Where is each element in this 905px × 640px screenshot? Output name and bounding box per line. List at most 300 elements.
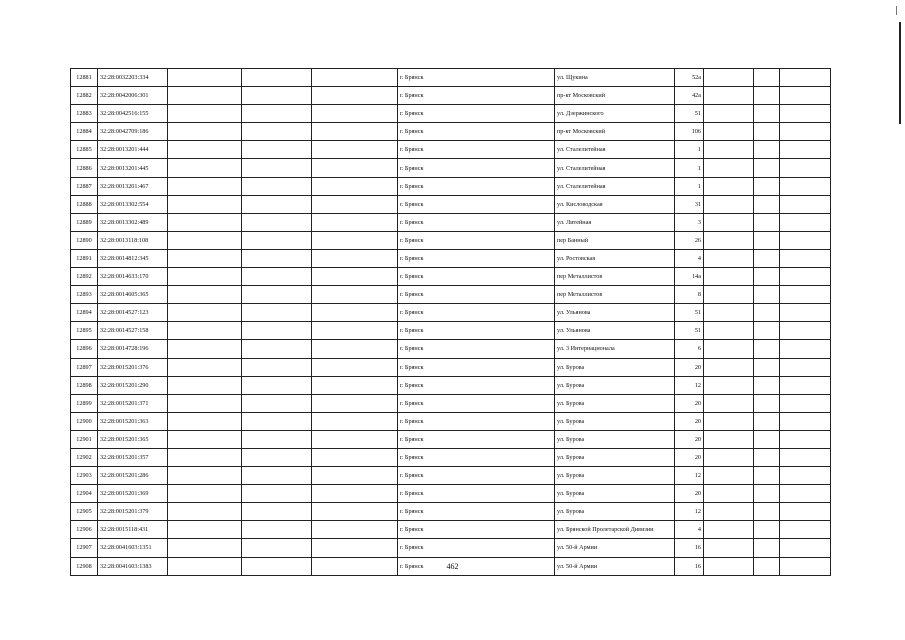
house-number-cell: 106 <box>675 123 704 141</box>
row-number-cell: 12892 <box>71 268 98 286</box>
house-number-cell: 20 <box>675 394 704 412</box>
table-row <box>71 539 831 557</box>
blank-cell <box>242 159 312 177</box>
blank-cell <box>168 123 242 141</box>
blank-cell <box>780 358 831 376</box>
blank-cell <box>704 249 754 267</box>
street-cell: ул. Бурова <box>555 394 675 412</box>
row-number-cell: 12884 <box>71 123 98 141</box>
blank-cell <box>754 539 780 557</box>
city-cell: г. Брянск <box>398 539 555 557</box>
blank-cell <box>242 123 312 141</box>
blank-cell <box>168 286 242 304</box>
house-number-cell: 42a <box>675 87 704 105</box>
cadastral-number-cell: 32:28:0015118:431 <box>98 521 168 539</box>
row-number-cell: 12906 <box>71 521 98 539</box>
blank-cell <box>704 87 754 105</box>
blank-cell <box>242 105 312 123</box>
city-cell: г. Брянск <box>398 304 555 322</box>
row-number-cell: 12900 <box>71 412 98 430</box>
blank-cell <box>312 394 398 412</box>
blank-cell <box>312 340 398 358</box>
blank-cell <box>780 286 831 304</box>
row-number-cell: 12895 <box>71 322 98 340</box>
row-number-cell: 12885 <box>71 141 98 159</box>
blank-cell <box>704 159 754 177</box>
street-cell: ул. 3 Интернационала <box>555 340 675 358</box>
blank-cell <box>780 213 831 231</box>
table-row <box>71 123 831 141</box>
street-cell: ул. Сталелитейная <box>555 159 675 177</box>
cadastral-number-cell: 32:28:0013201:444 <box>98 141 168 159</box>
blank-cell <box>168 358 242 376</box>
blank-cell <box>312 159 398 177</box>
blank-cell <box>704 467 754 485</box>
blank-cell <box>312 195 398 213</box>
blank-cell <box>780 412 831 430</box>
cadastral-number-cell: 32:28:0015201:290 <box>98 376 168 394</box>
blank-cell <box>168 177 242 195</box>
blank-cell <box>704 286 754 304</box>
city-cell: г. Брянск <box>398 268 555 286</box>
street-cell: ул. 50-й Армии <box>555 557 675 575</box>
cadastral-number-cell: 32:28:0014605:365 <box>98 286 168 304</box>
row-number-cell: 12908 <box>71 557 98 575</box>
blank-cell <box>780 69 831 87</box>
row-number-cell: 12894 <box>71 304 98 322</box>
register-table <box>70 68 831 576</box>
city-cell: г. Брянск <box>398 557 555 575</box>
blank-cell <box>754 249 780 267</box>
blank-cell <box>312 105 398 123</box>
blank-cell <box>780 123 831 141</box>
blank-cell <box>242 322 312 340</box>
blank-cell <box>312 358 398 376</box>
table-row <box>71 159 831 177</box>
row-number-cell: 12898 <box>71 376 98 394</box>
blank-cell <box>242 521 312 539</box>
blank-cell <box>312 467 398 485</box>
blank-cell <box>780 304 831 322</box>
blank-cell <box>242 231 312 249</box>
city-cell: г. Брянск <box>398 105 555 123</box>
street-cell: ул. Брянской Пролетарской Дивизии <box>555 521 675 539</box>
city-cell: г. Брянск <box>398 213 555 231</box>
blank-cell <box>312 376 398 394</box>
house-number-cell: 3 <box>675 213 704 231</box>
city-cell: г. Брянск <box>398 231 555 249</box>
table-row <box>71 87 831 105</box>
blank-cell <box>780 448 831 466</box>
house-number-cell: 31 <box>675 195 704 213</box>
blank-cell <box>242 503 312 521</box>
row-number-cell: 12883 <box>71 105 98 123</box>
blank-cell <box>754 467 780 485</box>
row-number-cell: 12903 <box>71 467 98 485</box>
table-row <box>71 448 831 466</box>
cadastral-number-cell: 32:28:0013201:467 <box>98 177 168 195</box>
blank-cell <box>312 412 398 430</box>
blank-cell <box>312 177 398 195</box>
page-number: 462 <box>446 562 459 571</box>
street-cell: ул. Кисловодская <box>555 195 675 213</box>
cadastral-number-cell: 32:28:0042006:301 <box>98 87 168 105</box>
blank-cell <box>704 123 754 141</box>
blank-cell <box>780 249 831 267</box>
street-cell: пер Металлистов <box>555 286 675 304</box>
blank-cell <box>754 87 780 105</box>
blank-cell <box>704 340 754 358</box>
blank-cell <box>242 69 312 87</box>
row-number-cell: 12904 <box>71 485 98 503</box>
blank-cell <box>312 485 398 503</box>
table-row <box>71 430 831 448</box>
blank-cell <box>780 503 831 521</box>
blank-cell <box>242 412 312 430</box>
street-cell: ул. Щукина <box>555 69 675 87</box>
house-number-cell: 6 <box>675 340 704 358</box>
row-number-cell: 12889 <box>71 213 98 231</box>
blank-cell <box>242 394 312 412</box>
blank-cell <box>168 69 242 87</box>
table-row <box>71 231 831 249</box>
street-cell: пр-кт Московский <box>555 87 675 105</box>
table-row <box>71 376 831 394</box>
house-number-cell: 26 <box>675 231 704 249</box>
blank-cell <box>754 213 780 231</box>
blank-cell <box>242 467 312 485</box>
table-row <box>71 412 831 430</box>
blank-cell <box>754 503 780 521</box>
blank-cell <box>754 430 780 448</box>
row-number-cell: 12881 <box>71 69 98 87</box>
blank-cell <box>312 503 398 521</box>
blank-cell <box>242 539 312 557</box>
cadastral-number-cell: 32:28:0015201:376 <box>98 358 168 376</box>
edge-rule-mark <box>899 22 901 124</box>
blank-cell <box>312 286 398 304</box>
street-cell: ул. Бурова <box>555 430 675 448</box>
register-table-body <box>71 69 831 576</box>
table-row <box>71 358 831 376</box>
table-row <box>71 105 831 123</box>
blank-cell <box>242 376 312 394</box>
blank-cell <box>704 521 754 539</box>
table-row <box>71 177 831 195</box>
blank-cell <box>704 358 754 376</box>
house-number-cell: 51 <box>675 304 704 322</box>
blank-cell <box>704 503 754 521</box>
street-cell: ул. Сталелитейная <box>555 141 675 159</box>
blank-cell <box>704 195 754 213</box>
table-row <box>71 340 831 358</box>
blank-cell <box>754 304 780 322</box>
blank-cell <box>312 249 398 267</box>
blank-cell <box>168 159 242 177</box>
blank-cell <box>704 322 754 340</box>
blank-cell <box>780 521 831 539</box>
blank-cell <box>780 485 831 503</box>
blank-cell <box>780 539 831 557</box>
blank-cell <box>168 340 242 358</box>
house-number-cell: 20 <box>675 485 704 503</box>
city-cell: г. Брянск <box>398 195 555 213</box>
city-cell: г. Брянск <box>398 159 555 177</box>
blank-cell <box>312 231 398 249</box>
street-cell: ул. Бурова <box>555 485 675 503</box>
table-row <box>71 304 831 322</box>
blank-cell <box>242 286 312 304</box>
house-number-cell: 20 <box>675 430 704 448</box>
blank-cell <box>780 394 831 412</box>
house-number-cell: 16 <box>675 557 704 575</box>
row-number-cell: 12886 <box>71 159 98 177</box>
house-number-cell: 51 <box>675 322 704 340</box>
table-row <box>71 467 831 485</box>
blank-cell <box>780 430 831 448</box>
blank-cell <box>704 69 754 87</box>
blank-cell <box>704 304 754 322</box>
cadastral-number-cell: 32:28:0014812:345 <box>98 249 168 267</box>
blank-cell <box>312 268 398 286</box>
cadastral-number-cell: 32:28:0015201:371 <box>98 394 168 412</box>
blank-cell <box>780 268 831 286</box>
table-row <box>71 249 831 267</box>
blank-cell <box>312 141 398 159</box>
blank-cell <box>704 412 754 430</box>
blank-cell <box>754 322 780 340</box>
row-number-cell: 12907 <box>71 539 98 557</box>
street-cell: пер Металлистов <box>555 268 675 286</box>
table-row <box>71 141 831 159</box>
city-cell: г. Брянск <box>398 521 555 539</box>
blank-cell <box>704 177 754 195</box>
street-cell: ул. Ростовская <box>555 249 675 267</box>
cadastral-number-cell: 32:28:0014527:123 <box>98 304 168 322</box>
blank-cell <box>754 394 780 412</box>
cadastral-number-cell: 32:28:0015201:369 <box>98 485 168 503</box>
blank-cell <box>754 286 780 304</box>
blank-cell <box>754 412 780 430</box>
city-cell: г. Брянск <box>398 394 555 412</box>
row-number-cell: 12893 <box>71 286 98 304</box>
street-cell: ул. Бурова <box>555 448 675 466</box>
house-number-cell: 14a <box>675 268 704 286</box>
street-cell: ул. Сталелитейная <box>555 177 675 195</box>
blank-cell <box>312 448 398 466</box>
house-number-cell: 1 <box>675 141 704 159</box>
table-row <box>71 268 831 286</box>
blank-cell <box>704 213 754 231</box>
blank-cell <box>168 87 242 105</box>
blank-cell <box>704 430 754 448</box>
blank-cell <box>242 340 312 358</box>
street-cell: пер Банный <box>555 231 675 249</box>
blank-cell <box>312 87 398 105</box>
blank-cell <box>168 231 242 249</box>
blank-cell <box>754 448 780 466</box>
blank-cell <box>704 394 754 412</box>
blank-cell <box>168 503 242 521</box>
blank-cell <box>754 485 780 503</box>
house-number-cell: 20 <box>675 358 704 376</box>
blank-cell <box>754 123 780 141</box>
table-row <box>71 213 831 231</box>
cadastral-number-cell: 32:28:0041603:1351 <box>98 539 168 557</box>
city-cell: г. Брянск <box>398 448 555 466</box>
blank-cell <box>312 213 398 231</box>
blank-cell <box>168 376 242 394</box>
row-number-cell: 12902 <box>71 448 98 466</box>
house-number-cell: 20 <box>675 412 704 430</box>
blank-cell <box>754 159 780 177</box>
blank-cell <box>704 376 754 394</box>
blank-cell <box>754 69 780 87</box>
blank-cell <box>704 105 754 123</box>
street-cell: ул. Бурова <box>555 358 675 376</box>
blank-cell <box>242 485 312 503</box>
street-cell: ул. Бурова <box>555 412 675 430</box>
row-number-cell: 12896 <box>71 340 98 358</box>
blank-cell <box>780 195 831 213</box>
cadastral-number-cell: 32:28:0013201:445 <box>98 159 168 177</box>
cadastral-number-cell: 32:28:0013118:108 <box>98 231 168 249</box>
blank-cell <box>780 322 831 340</box>
blank-cell <box>312 304 398 322</box>
city-cell: г. Брянск <box>398 69 555 87</box>
blank-cell <box>242 249 312 267</box>
blank-cell <box>242 430 312 448</box>
blank-cell <box>168 105 242 123</box>
table-row <box>71 322 831 340</box>
blank-cell <box>704 448 754 466</box>
house-number-cell: 12 <box>675 503 704 521</box>
row-number-cell: 12901 <box>71 430 98 448</box>
house-number-cell: 12 <box>675 376 704 394</box>
table-row <box>71 394 831 412</box>
cadastral-number-cell: 32:28:0041603:1383 <box>98 557 168 575</box>
row-number-cell: 12888 <box>71 195 98 213</box>
blank-cell <box>242 268 312 286</box>
blank-cell <box>754 521 780 539</box>
city-cell: г. Брянск <box>398 503 555 521</box>
cadastral-number-cell: 32:28:0015201:379 <box>98 503 168 521</box>
blank-cell <box>168 485 242 503</box>
street-cell: ул. Ульянова <box>555 322 675 340</box>
city-cell: г. Брянск <box>398 358 555 376</box>
row-number-cell: 12905 <box>71 503 98 521</box>
blank-cell <box>168 195 242 213</box>
blank-cell <box>242 213 312 231</box>
blank-cell <box>754 141 780 159</box>
blank-cell <box>754 177 780 195</box>
blank-cell <box>704 268 754 286</box>
blank-cell <box>242 195 312 213</box>
cadastral-number-cell: 32:28:0042516:155 <box>98 105 168 123</box>
blank-cell <box>242 448 312 466</box>
edge-tick-mark <box>896 6 897 15</box>
blank-cell <box>242 304 312 322</box>
blank-cell <box>312 430 398 448</box>
table-row <box>71 521 831 539</box>
house-number-cell: 1 <box>675 177 704 195</box>
row-number-cell: 12887 <box>71 177 98 195</box>
row-number-cell: 12890 <box>71 231 98 249</box>
house-number-cell: 52a <box>675 69 704 87</box>
city-cell: г. Брянск <box>398 286 555 304</box>
blank-cell <box>780 340 831 358</box>
street-cell: ул. Литейная <box>555 213 675 231</box>
street-cell: ул. Ульянова <box>555 304 675 322</box>
cadastral-number-cell: 32:28:0015201:365 <box>98 430 168 448</box>
blank-cell <box>780 467 831 485</box>
city-cell: г. Брянск <box>398 123 555 141</box>
blank-cell <box>168 394 242 412</box>
blank-cell <box>168 539 242 557</box>
blank-cell <box>780 376 831 394</box>
cadastral-number-cell: 32:28:0032203:334 <box>98 69 168 87</box>
blank-cell <box>168 521 242 539</box>
table-row <box>71 69 831 87</box>
blank-cell <box>168 467 242 485</box>
house-number-cell: 4 <box>675 521 704 539</box>
city-cell: г. Брянск <box>398 322 555 340</box>
city-cell: г. Брянск <box>398 467 555 485</box>
blank-cell <box>312 539 398 557</box>
cadastral-number-cell: 32:28:0014728:196 <box>98 340 168 358</box>
blank-cell <box>168 430 242 448</box>
cadastral-number-cell: 32:28:0015201:286 <box>98 467 168 485</box>
blank-cell <box>168 304 242 322</box>
city-cell: г. Брянск <box>398 376 555 394</box>
blank-cell <box>312 322 398 340</box>
city-cell: г. Брянск <box>398 412 555 430</box>
blank-cell <box>780 159 831 177</box>
house-number-cell: 4 <box>675 249 704 267</box>
city-cell: г. Брянск <box>398 249 555 267</box>
house-number-cell: 51 <box>675 105 704 123</box>
blank-cell <box>242 358 312 376</box>
blank-cell <box>754 340 780 358</box>
blank-cell <box>168 141 242 159</box>
city-cell: г. Брянск <box>398 430 555 448</box>
row-number-cell: 12897 <box>71 358 98 376</box>
cadastral-number-cell: 32:28:0014527:158 <box>98 322 168 340</box>
row-number-cell: 12899 <box>71 394 98 412</box>
blank-cell <box>704 485 754 503</box>
blank-cell <box>168 268 242 286</box>
blank-cell <box>780 177 831 195</box>
blank-cell <box>704 539 754 557</box>
row-number-cell: 12882 <box>71 87 98 105</box>
street-cell: ул. Бурова <box>555 467 675 485</box>
house-number-cell: 12 <box>675 467 704 485</box>
cadastral-number-cell: 32:28:0013302:554 <box>98 195 168 213</box>
blank-cell <box>780 87 831 105</box>
blank-cell <box>754 376 780 394</box>
house-number-cell: 8 <box>675 286 704 304</box>
table-row <box>71 503 831 521</box>
blank-cell <box>754 268 780 286</box>
blank-cell <box>754 195 780 213</box>
row-number-cell: 12891 <box>71 249 98 267</box>
blank-cell <box>312 123 398 141</box>
blank-cell <box>312 521 398 539</box>
cadastral-number-cell: 32:28:0014633:170 <box>98 268 168 286</box>
cadastral-number-cell: 32:28:0015201:363 <box>98 412 168 430</box>
blank-cell <box>242 141 312 159</box>
city-cell: г. Брянск <box>398 177 555 195</box>
